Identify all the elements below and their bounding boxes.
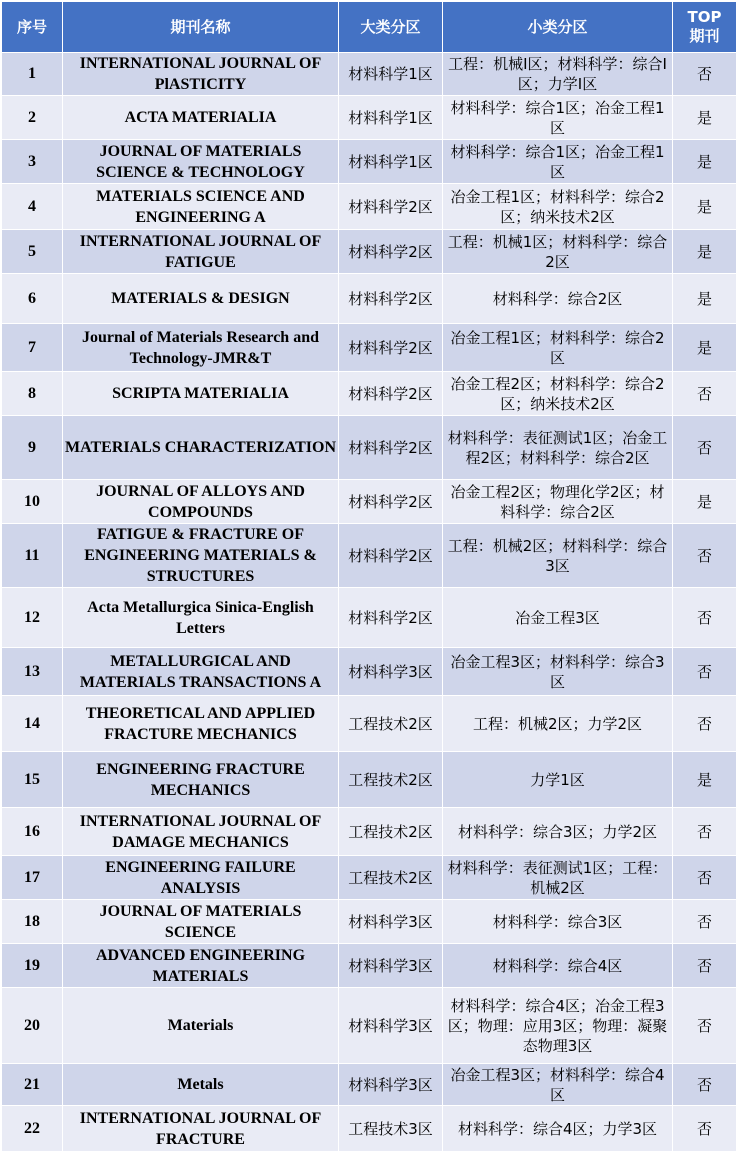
journal-name: FATIGUE & FRACTURE OF ENGINEERING MATERIALS & STRUCTURES bbox=[63, 524, 339, 588]
table-row bbox=[2, 856, 737, 900]
top-journal-flag: 是 bbox=[673, 274, 737, 324]
row-index: 10 bbox=[2, 480, 63, 524]
journal-name: JOURNAL OF MATERIALS SCIENCE bbox=[63, 900, 339, 944]
top-journal-flag: 是 bbox=[673, 140, 737, 184]
minor-category: 冶金工程1区；材料科学：综合2区；纳米技术2区 bbox=[443, 184, 673, 230]
header-name: 期刊名称 bbox=[63, 2, 339, 53]
top-journal-flag: 是 bbox=[673, 230, 737, 274]
journal-name: METALLURGICAL AND MATERIALS TRANSACTIONS A bbox=[63, 648, 339, 696]
journal-name: JOURNAL OF ALLOYS AND COMPOUNDS bbox=[63, 480, 339, 524]
journal-name: MATERIALS & DESIGN bbox=[63, 274, 339, 324]
minor-category: 冶金工程2区；物理化学2区；材料科学：综合2区 bbox=[443, 480, 673, 524]
minor-category: 材料科学：综合1区；冶金工程1区 bbox=[443, 96, 673, 140]
journal-name: INTERNATIONAL JOURNAL OF PlASTICITY bbox=[63, 53, 339, 96]
journal-name: THEORETICAL AND APPLIED FRACTURE MECHANICS bbox=[63, 696, 339, 752]
table-row bbox=[2, 1106, 737, 1152]
major-category: 材料科学3区 bbox=[339, 900, 443, 944]
top-journal-flag: 否 bbox=[673, 900, 737, 944]
row-index: 21 bbox=[2, 1064, 63, 1106]
header-top-journal: TOP 期刊 bbox=[673, 2, 737, 53]
table-row bbox=[2, 480, 737, 524]
table-row bbox=[2, 524, 737, 588]
row-index: 12 bbox=[2, 588, 63, 648]
journal-name: ADVANCED ENGINEERING MATERIALS bbox=[63, 944, 339, 988]
row-index: 5 bbox=[2, 230, 63, 274]
table-row bbox=[2, 752, 737, 808]
major-category: 工程技术2区 bbox=[339, 856, 443, 900]
minor-category: 工程：机械2区；力学2区 bbox=[443, 696, 673, 752]
major-category: 材料科学2区 bbox=[339, 480, 443, 524]
top-journal-flag: 否 bbox=[673, 1064, 737, 1106]
journal-name: ENGINEERING FAILURE ANALYSIS bbox=[63, 856, 339, 900]
table-row bbox=[2, 324, 737, 372]
table-row bbox=[2, 416, 737, 480]
row-index: 1 bbox=[2, 53, 63, 96]
journal-name: MATERIALS SCIENCE AND ENGINEERING A bbox=[63, 184, 339, 230]
minor-category: 材料科学：综合1区；冶金工程1区 bbox=[443, 140, 673, 184]
top-journal-flag: 是 bbox=[673, 184, 737, 230]
top-journal-flag: 是 bbox=[673, 480, 737, 524]
journal-name: SCRIPTA MATERIALIA bbox=[63, 372, 339, 416]
journal-name: INTERNATIONAL JOURNAL OF FATIGUE bbox=[63, 230, 339, 274]
major-category: 材料科学2区 bbox=[339, 274, 443, 324]
journal-name: INTERNATIONAL JOURNAL OF DAMAGE MECHANICS bbox=[63, 808, 339, 856]
major-category: 工程技术2区 bbox=[339, 752, 443, 808]
top-journal-flag: 否 bbox=[673, 372, 737, 416]
major-category: 材料科学2区 bbox=[339, 230, 443, 274]
major-category: 材料科学3区 bbox=[339, 1064, 443, 1106]
table-row bbox=[2, 808, 737, 856]
table-row bbox=[2, 96, 737, 140]
row-index: 14 bbox=[2, 696, 63, 752]
row-index: 2 bbox=[2, 96, 63, 140]
table-row bbox=[2, 184, 737, 230]
minor-category: 力学1区 bbox=[443, 752, 673, 808]
minor-category: 材料科学：表征测试1区；工程：机械2区 bbox=[443, 856, 673, 900]
major-category: 材料科学1区 bbox=[339, 140, 443, 184]
minor-category: 材料科学：综合4区；力学3区 bbox=[443, 1106, 673, 1152]
table-row bbox=[2, 230, 737, 274]
table-row bbox=[2, 944, 737, 988]
row-index: 17 bbox=[2, 856, 63, 900]
table-row bbox=[2, 588, 737, 648]
minor-category: 材料科学：综合3区 bbox=[443, 900, 673, 944]
minor-category: 冶金工程3区；材料科学：综合4区 bbox=[443, 1064, 673, 1106]
row-index: 13 bbox=[2, 648, 63, 696]
top-journal-flag: 否 bbox=[673, 696, 737, 752]
major-category: 材料科学2区 bbox=[339, 184, 443, 230]
top-journal-flag: 否 bbox=[673, 856, 737, 900]
major-category: 材料科学3区 bbox=[339, 988, 443, 1064]
minor-category: 冶金工程1区；材料科学：综合2区 bbox=[443, 324, 673, 372]
row-index: 11 bbox=[2, 524, 63, 588]
major-category: 工程技术2区 bbox=[339, 696, 443, 752]
row-index: 7 bbox=[2, 324, 63, 372]
journal-name: ACTA MATERIALIA bbox=[63, 96, 339, 140]
top-journal-flag: 是 bbox=[673, 96, 737, 140]
major-category: 材料科学2区 bbox=[339, 416, 443, 480]
table-row bbox=[2, 988, 737, 1064]
table-row bbox=[2, 1064, 737, 1106]
major-category: 材料科学2区 bbox=[339, 372, 443, 416]
row-index: 9 bbox=[2, 416, 63, 480]
major-category: 材料科学1区 bbox=[339, 96, 443, 140]
minor-category: 材料科学：综合4区 bbox=[443, 944, 673, 988]
top-journal-flag: 否 bbox=[673, 416, 737, 480]
minor-category: 材料科学：综合4区；冶金工程3区；物理：应用3区；物理：凝聚态物理3区 bbox=[443, 988, 673, 1064]
top-journal-flag: 否 bbox=[673, 648, 737, 696]
top-journal-flag: 否 bbox=[673, 524, 737, 588]
table-row bbox=[2, 274, 737, 324]
journal-name: Metals bbox=[63, 1064, 339, 1106]
minor-category: 冶金工程3区；材料科学：综合3区 bbox=[443, 648, 673, 696]
row-index: 3 bbox=[2, 140, 63, 184]
table-body bbox=[2, 53, 737, 1152]
minor-category: 冶金工程3区 bbox=[443, 588, 673, 648]
journal-name: INTERNATIONAL JOURNAL OF FRACTURE bbox=[63, 1106, 339, 1152]
minor-category: 材料科学：表征测试1区；冶金工程2区；材料科学：综合2区 bbox=[443, 416, 673, 480]
row-index: 20 bbox=[2, 988, 63, 1064]
row-index: 19 bbox=[2, 944, 63, 988]
journal-name: JOURNAL OF MATERIALS SCIENCE & TECHNOLOGY bbox=[63, 140, 339, 184]
major-category: 材料科学2区 bbox=[339, 324, 443, 372]
journal-name: Journal of Materials Research and Technology-JMR&T bbox=[63, 324, 339, 372]
major-category: 材料科学1区 bbox=[339, 53, 443, 96]
major-category: 材料科学3区 bbox=[339, 648, 443, 696]
row-index: 15 bbox=[2, 752, 63, 808]
minor-category: 工程：机械2区；材料科学：综合3区 bbox=[443, 524, 673, 588]
row-index: 8 bbox=[2, 372, 63, 416]
minor-category: 材料科学：综合2区 bbox=[443, 274, 673, 324]
journal-name: Materials bbox=[63, 988, 339, 1064]
major-category: 材料科学2区 bbox=[339, 588, 443, 648]
header-major-category: 大类分区 bbox=[339, 2, 443, 53]
row-index: 6 bbox=[2, 274, 63, 324]
minor-category: 工程：机械1区；材料科学：综合2区 bbox=[443, 230, 673, 274]
table-row bbox=[2, 372, 737, 416]
header-row bbox=[2, 2, 737, 53]
major-category: 材料科学2区 bbox=[339, 524, 443, 588]
top-journal-flag: 否 bbox=[673, 988, 737, 1064]
row-index: 18 bbox=[2, 900, 63, 944]
row-index: 16 bbox=[2, 808, 63, 856]
journal-name: MATERIALS CHARACTERIZATION bbox=[63, 416, 339, 480]
table-row bbox=[2, 900, 737, 944]
major-category: 工程技术3区 bbox=[339, 1106, 443, 1152]
header-index: 序号 bbox=[2, 2, 63, 53]
minor-category: 工程：机械I区；材料科学：综合I区；力学I区 bbox=[443, 53, 673, 96]
journal-name: Acta Metallurgica Sinica-English Letters bbox=[63, 588, 339, 648]
journal-table bbox=[1, 1, 737, 1152]
header-minor-category: 小类分区 bbox=[443, 2, 673, 53]
major-category: 材料科学3区 bbox=[339, 944, 443, 988]
minor-category: 材料科学：综合3区；力学2区 bbox=[443, 808, 673, 856]
top-journal-flag: 否 bbox=[673, 808, 737, 856]
journal-name: ENGINEERING FRACTURE MECHANICS bbox=[63, 752, 339, 808]
top-journal-flag: 否 bbox=[673, 944, 737, 988]
row-index: 4 bbox=[2, 184, 63, 230]
minor-category: 冶金工程2区；材料科学：综合2区；纳米技术2区 bbox=[443, 372, 673, 416]
top-journal-flag: 否 bbox=[673, 53, 737, 96]
top-journal-flag: 否 bbox=[673, 588, 737, 648]
table-row bbox=[2, 140, 737, 184]
top-journal-flag: 否 bbox=[673, 1106, 737, 1152]
major-category: 工程技术2区 bbox=[339, 808, 443, 856]
table-row bbox=[2, 648, 737, 696]
top-journal-flag: 是 bbox=[673, 324, 737, 372]
table-row bbox=[2, 53, 737, 96]
top-journal-flag: 是 bbox=[673, 752, 737, 808]
table-row bbox=[2, 696, 737, 752]
row-index: 22 bbox=[2, 1106, 63, 1152]
